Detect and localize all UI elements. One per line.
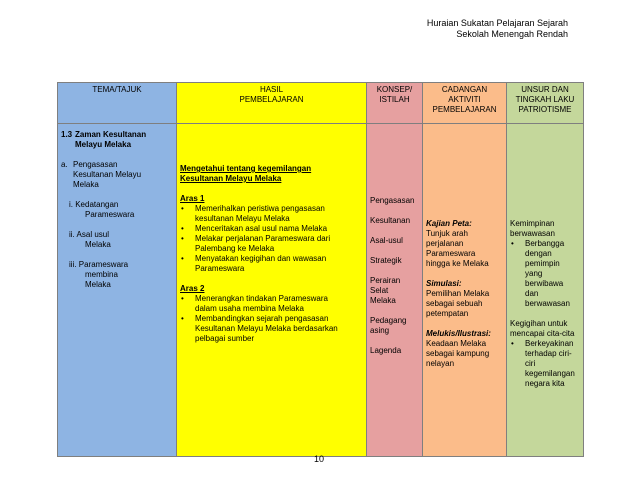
text-line: sebagai kampung bbox=[426, 349, 490, 358]
concept-item bbox=[370, 256, 419, 266]
text-line: perjalanan bbox=[426, 239, 464, 248]
text-line: nelayan bbox=[426, 359, 455, 368]
header-cadangan-line2: AKTIVITI bbox=[448, 95, 481, 104]
cell-aktiviti bbox=[423, 124, 507, 457]
value-1-line2: berwawasan bbox=[510, 229, 555, 238]
subtopic-a bbox=[61, 160, 173, 190]
aras-2-list bbox=[180, 294, 363, 344]
text-line: Berkeyakinan bbox=[525, 339, 574, 348]
value-2-line2: mencapai cita-cita bbox=[510, 329, 575, 338]
text-line: Selat bbox=[370, 286, 389, 295]
header-cadangan-line3: PEMBELAJARAN bbox=[432, 105, 497, 114]
concept-item bbox=[370, 216, 419, 226]
bullet-icon: • bbox=[181, 234, 184, 243]
activity-map-lines bbox=[426, 229, 503, 269]
concept-item bbox=[370, 276, 419, 306]
header-cadangan-aktiviti bbox=[423, 83, 507, 124]
subtopic-a-line3: Melaka bbox=[73, 180, 99, 189]
text-line: ciri bbox=[525, 359, 536, 368]
header-line-1: Huraian Sukatan Pelajaran Sejarah bbox=[426, 18, 568, 28]
topic-title-line2: Melayu Melaka bbox=[75, 140, 132, 149]
text-line: Keadaan Melaka bbox=[426, 339, 487, 348]
header-unsur-line2: TINGKAH LAKU bbox=[515, 95, 575, 104]
subtopic-ii-line1: ii. Asal usul bbox=[69, 230, 110, 239]
text-line: dan bbox=[525, 289, 539, 298]
text-line: Menerangkan tindakan Parameswara bbox=[195, 294, 328, 303]
bullet-icon: • bbox=[511, 339, 514, 348]
cell-tema bbox=[58, 124, 177, 457]
value-1-bullet bbox=[510, 239, 580, 309]
text-line: Lagenda bbox=[370, 346, 402, 355]
text-line: Melakar perjalanan Parameswara dari bbox=[195, 234, 331, 243]
bullet-item bbox=[180, 234, 363, 254]
text-line: hingga ke Melaka bbox=[426, 259, 489, 268]
text-line: Pengasasan bbox=[370, 196, 415, 205]
text-line: Menyatakan kegigihan dan wawasan bbox=[195, 254, 327, 263]
header-cadangan-line1: CADANGAN bbox=[441, 85, 488, 94]
text-line: Melaka bbox=[370, 296, 396, 305]
text-line: Kesultanan bbox=[370, 216, 411, 225]
subtopic-a-line1: Pengasasan bbox=[73, 160, 118, 169]
activity-simulation-lines bbox=[426, 289, 503, 319]
text-line: sebagai sebuah bbox=[426, 299, 483, 308]
header-hasil-pembelajaran bbox=[177, 83, 367, 124]
header-tema-text: TEMA/TAJUK bbox=[92, 85, 142, 94]
subtopic-i-line1: i. Kedatangan bbox=[69, 200, 119, 209]
table-body-row bbox=[58, 124, 584, 457]
learning-outcome-title-line2: Kesultanan Melayu Melaka bbox=[180, 174, 282, 183]
bullet-item bbox=[180, 224, 363, 234]
text-line: terhadap ciri- bbox=[525, 349, 572, 358]
text-line: asing bbox=[370, 326, 390, 335]
text-line: Palembang ke Melaka bbox=[195, 244, 275, 253]
text-line: Perairan bbox=[370, 276, 401, 285]
text-line: dalam usaha membina Melaka bbox=[195, 304, 304, 313]
topic-heading bbox=[61, 130, 173, 150]
text-line: kegemilangan bbox=[525, 369, 575, 378]
bullet-icon: • bbox=[181, 294, 184, 303]
text-line: yang bbox=[525, 269, 543, 278]
page-number: 10 bbox=[313, 454, 324, 464]
subtopic-iii-line1: iii. Parameswara bbox=[69, 260, 129, 269]
text-line: Memerihalkan peristiwa pengasasan bbox=[195, 204, 325, 213]
value-2-line1: Kegigihan untuk bbox=[510, 319, 568, 328]
header-unsur-patriotisme bbox=[507, 83, 584, 124]
subtopic-ii-line2: Melaka bbox=[85, 240, 111, 249]
header-konsep-line1: KONSEP/ bbox=[376, 85, 413, 94]
concept-item bbox=[370, 316, 419, 336]
table-header-row bbox=[58, 83, 584, 124]
subtopic-a-line2: Kesultanan Melayu bbox=[73, 170, 142, 179]
text-line: Asal-usul bbox=[370, 236, 403, 245]
activity-illustration-lines bbox=[426, 339, 503, 369]
bullet-icon: • bbox=[511, 239, 514, 248]
header-konsep-istilah bbox=[367, 83, 423, 124]
text-line: pelbagai sumber bbox=[195, 334, 255, 343]
aras-1-list bbox=[180, 204, 363, 274]
learning-outcome-title-line1: Mengetahui tentang kegemilangan bbox=[180, 164, 312, 173]
subtopic-iii-line2: membina bbox=[85, 270, 118, 279]
header-line-2: Sekolah Menengah Rendah bbox=[456, 29, 568, 39]
text-line: pemimpin bbox=[525, 259, 560, 268]
text-line: Parameswara bbox=[426, 249, 476, 258]
concept-item bbox=[370, 346, 419, 356]
concept-item bbox=[370, 236, 419, 246]
text-line: Tunjuk arah bbox=[426, 229, 468, 238]
document-header bbox=[427, 18, 568, 40]
text-line: Menceritakan asal usul nama Melaka bbox=[195, 224, 328, 233]
syllabus-table bbox=[57, 82, 584, 457]
concept-list bbox=[370, 196, 419, 356]
text-line: dengan bbox=[525, 249, 552, 258]
subtopic-i-line2: Parameswara bbox=[85, 210, 135, 219]
text-line: berwibawa bbox=[525, 279, 564, 288]
value-1-line1: Kemimpinan bbox=[510, 219, 555, 228]
header-unsur-line3: PATRIOTISME bbox=[518, 105, 572, 114]
bullet-item bbox=[180, 204, 363, 224]
text-line: Pedagang bbox=[370, 316, 407, 325]
cell-hasil bbox=[177, 124, 367, 457]
header-konsep-line2: ISTILAH bbox=[379, 95, 410, 104]
bullet-icon: • bbox=[181, 314, 184, 323]
cell-konsep bbox=[367, 124, 423, 457]
text-line: kesultanan Melayu Melaka bbox=[195, 214, 290, 223]
text-line: Pemilihan Melaka bbox=[426, 289, 490, 298]
text-line: Berbangga bbox=[525, 239, 565, 248]
topic-title-line1: Zaman Kesultanan bbox=[75, 130, 147, 139]
topic-number: 1.3 bbox=[61, 130, 73, 139]
text-line: Membandingkan sejarah pengasasan bbox=[195, 314, 329, 323]
value-2-bullet bbox=[510, 339, 580, 389]
aras-1-heading: Aras 1 bbox=[180, 194, 205, 203]
text-line: Parameswara bbox=[195, 264, 245, 273]
bullet-item bbox=[180, 294, 363, 314]
bullet-item bbox=[180, 314, 363, 344]
subtopic-a-label: a. bbox=[61, 160, 68, 169]
text-line: Kesultanan Melayu Melaka berdasarkan bbox=[195, 324, 338, 333]
header-unsur-line1: UNSUR DAN bbox=[521, 85, 569, 94]
header-tema-tajuk bbox=[58, 83, 177, 124]
header-hasil-line2: PEMBELAJARAN bbox=[239, 95, 304, 104]
text-line: Strategik bbox=[370, 256, 402, 265]
text-line: negara kita bbox=[525, 379, 565, 388]
activity-simulation-title: Simulasi: bbox=[426, 279, 462, 288]
bullet-icon: • bbox=[181, 224, 184, 233]
bullet-item bbox=[180, 254, 363, 274]
bullet-icon: • bbox=[181, 254, 184, 263]
activity-illustration-title: Melukis/Ilustrasi: bbox=[426, 329, 491, 338]
header-hasil-line1: HASIL bbox=[259, 85, 284, 94]
activity-map-title: Kajian Peta: bbox=[426, 219, 472, 228]
bullet-icon: • bbox=[181, 204, 184, 213]
cell-unsur bbox=[507, 124, 584, 457]
text-line: berwawasan bbox=[525, 299, 570, 308]
aras-2-heading: Aras 2 bbox=[180, 284, 205, 293]
text-line: petempatan bbox=[426, 309, 469, 318]
subtopic-iii-line3: Melaka bbox=[85, 280, 111, 289]
concept-item bbox=[370, 196, 419, 206]
